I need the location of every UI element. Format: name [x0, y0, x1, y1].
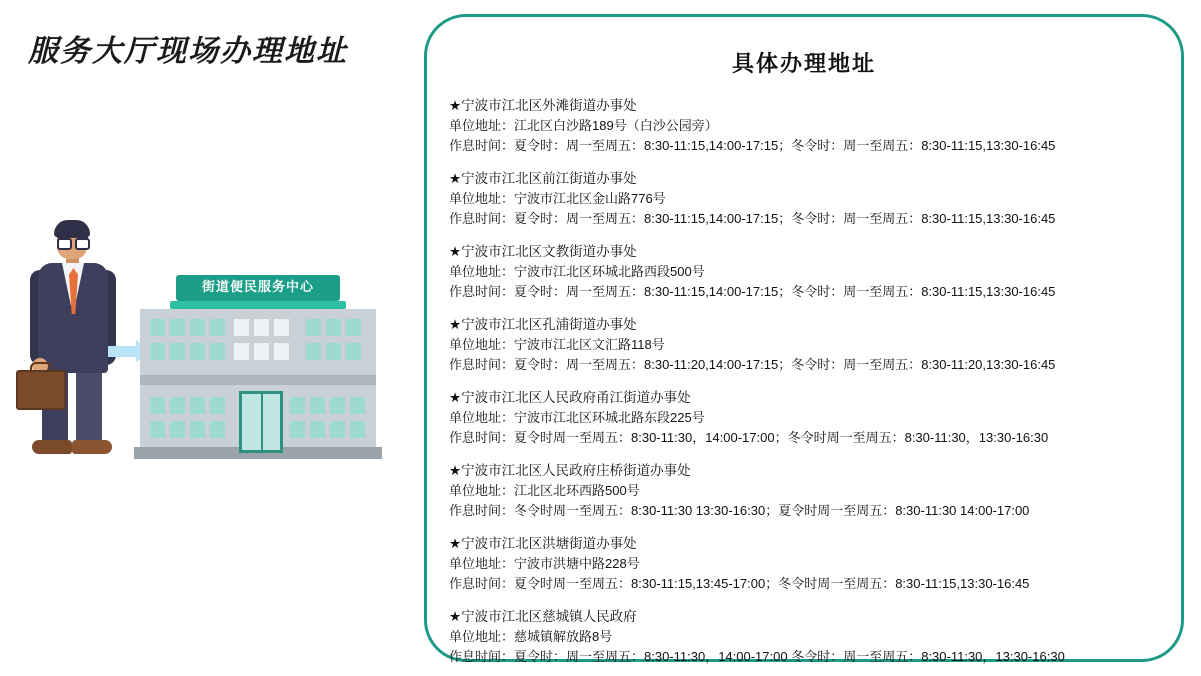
office-hours: 作息时间：冬令时周一至周五：8:30-11:30 13:30-16:30；夏令时周一至周五：8:30-11:30 14:00-17:00 [449, 503, 1030, 518]
address-entry [449, 388, 1175, 448]
card-title: 具体办理地址 [731, 51, 876, 77]
building-window-row [290, 421, 365, 438]
office-address: 单位地址：宁波市江北区金山路776号 [449, 191, 666, 206]
office-name: ★宁波市江北区洪塘街道办事处 [449, 536, 637, 551]
building-window-row [150, 397, 225, 414]
building-window-row [150, 319, 225, 336]
office-address: 单位地址：宁波市江北区文汇路118号 [449, 337, 665, 352]
address-entry [449, 315, 1175, 375]
office-address: 单位地址：宁波市洪塘中路228号 [449, 556, 640, 571]
businessman-right-shoe [72, 440, 112, 454]
briefcase-icon [16, 370, 66, 410]
office-name: ★宁波市江北区人民政府庄桥街道办事处 [449, 463, 691, 478]
office-address: 单位地址：宁波市江北区环城北路西段500号 [449, 264, 705, 279]
businessman-hair [54, 220, 90, 237]
office-address: 单位地址：宁波市江北区环城北路东段225号 [449, 410, 705, 425]
address-entry [449, 96, 1175, 156]
businessman-figure [10, 200, 130, 460]
office-hours: 作息时间：夏令时：周一至周五：8:30-11:15,14:00-17:15；冬令时：周一至周五：8:30-11:15,13:30-16:45 [449, 284, 1056, 299]
office-address: 单位地址：慈城镇解放路8号 [449, 629, 613, 644]
illustration [0, 200, 420, 470]
office-name: ★宁波市江北区孔浦街道办事处 [449, 317, 637, 332]
office-hours: 作息时间：夏令时：周一至周五：8:30-11:20,14:00-17:15；冬令时：周一至周五：8:30-11:20,13:30-16:45 [449, 357, 1056, 372]
building-entrance-door [239, 391, 283, 453]
office-hours: 作息时间：夏令时：周一至周五：8:30-11:15,14:00-17:15；冬令时：周一至周五：8:30-11:15,13:30-16:45 [449, 138, 1056, 153]
building-sign: 街道便民服务中心 [176, 275, 340, 301]
businessman-right-leg [76, 368, 102, 446]
building-window-row [150, 343, 225, 360]
building-window-row [306, 343, 361, 360]
address-entry [449, 242, 1175, 302]
office-hours: 作息时间：夏令时：周一至周五：8:30-11:30，14:00-17:00 冬令时：周一至周五：8:30-11:30，13:30-16:30 [449, 649, 1065, 664]
address-entry [449, 169, 1175, 229]
building-window-row [290, 397, 365, 414]
building-window-row [234, 319, 289, 336]
service-center-building [140, 275, 380, 460]
office-hours: 作息时间：夏令时：周一至周五：8:30-11:15,14:00-17:15；冬令时：周一至周五：8:30-11:15,13:30-16:45 [449, 211, 1056, 226]
address-card [424, 14, 1184, 662]
office-name: ★宁波市江北区文教街道办事处 [449, 244, 637, 259]
office-address: 单位地址：江北区白沙路189号（白沙公园旁） [449, 118, 718, 133]
office-name: ★宁波市江北区前江街道办事处 [449, 171, 637, 186]
building-roof-cap [170, 301, 346, 309]
building-window-row [234, 343, 289, 360]
office-hours: 作息时间：夏令时周一至周五：8:30-11:30，14:00-17:00；冬令时周一至周五：8:30-11:30，13:30-16:30 [449, 430, 1049, 445]
office-hours: 作息时间：夏令时周一至周五：8:30-11:15,13:45-17:00；冬令时周一至周五：8:30-11:15,13:30-16:45 [449, 576, 1030, 591]
building-window-row [150, 421, 225, 438]
page-title: 服务大厅现场办理地址 [28, 34, 348, 69]
office-name: ★宁波市江北区外滩街道办事处 [449, 98, 637, 113]
office-name: ★宁波市江北区慈城镇人民政府 [449, 609, 637, 624]
address-entry [449, 534, 1175, 594]
building-window-row [306, 319, 361, 336]
glasses-icon [57, 236, 88, 246]
address-entry-list [449, 96, 1175, 667]
left-panel [0, 0, 420, 676]
office-name: ★宁波市江北区人民政府甬江街道办事处 [449, 390, 691, 405]
office-address: 单位地址：江北区北环西路500号 [449, 483, 640, 498]
businessman-left-shoe [32, 440, 72, 454]
building-band [140, 375, 376, 385]
address-entry [449, 607, 1175, 667]
address-entry [449, 461, 1175, 521]
